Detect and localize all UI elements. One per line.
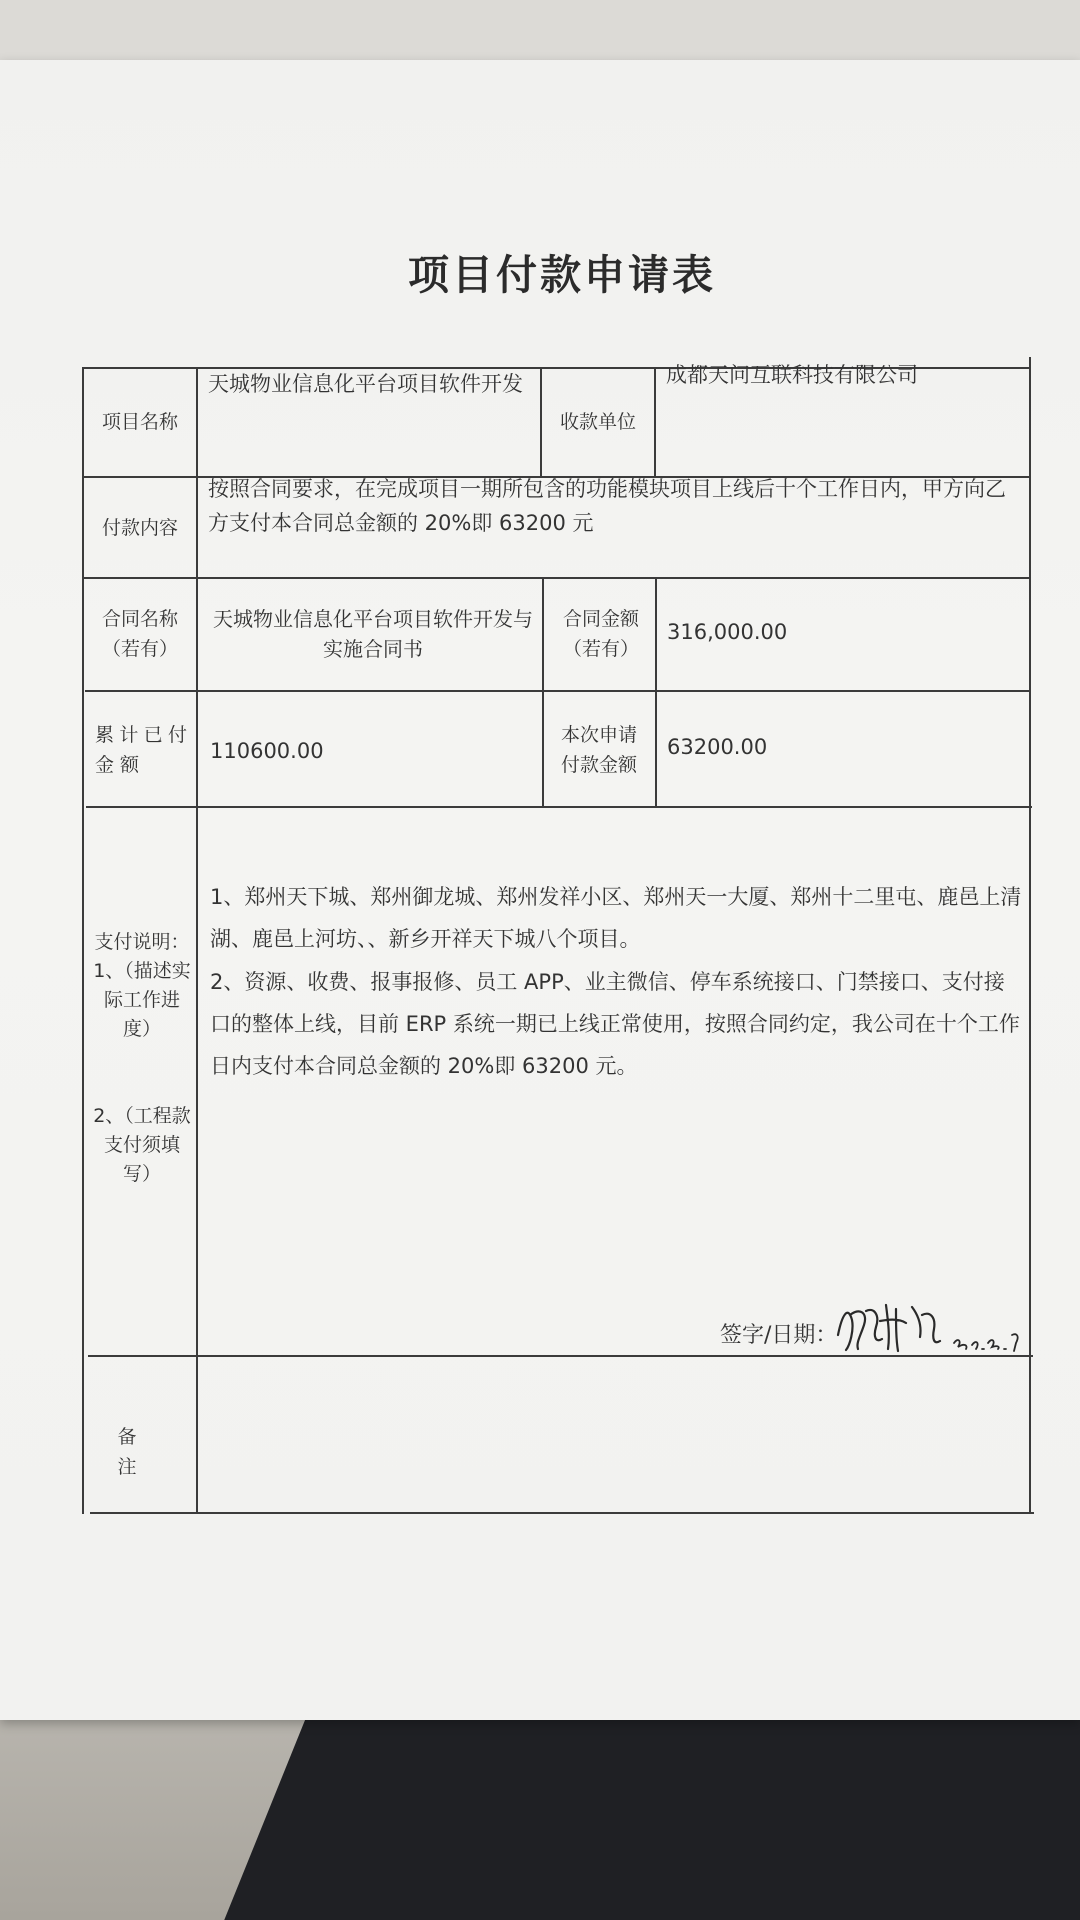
payment-note-item-2: 2、资源、收费、报事报修、员工 APP、业主微信、停车系统接口、门禁接口、支付接口的整体上线，目前 ERP 系统一期已上线正常使用，按照合同约定，我公司在十个工作日内支付本合同总金额的 20%即 63200 元。 xyxy=(210,970,1020,1078)
paid-total-value: 110600.00 xyxy=(210,739,324,763)
table-border xyxy=(655,577,657,807)
payee-label: 收款单位 xyxy=(559,411,636,433)
project-name-label: 项目名称 xyxy=(101,411,178,433)
contract-amount-label: 合同金额（若有） xyxy=(562,608,639,660)
payment-content-label: 付款内容 xyxy=(101,517,178,539)
table-border xyxy=(542,577,544,807)
table-border xyxy=(90,1512,1034,1514)
table-border xyxy=(86,806,1032,808)
payment-note-label-line: 1、（描述实际工作进度） xyxy=(93,960,191,1040)
payment-note-label-line: 支付说明： xyxy=(94,931,190,953)
payment-note-label-line: 2、（工程款支付须填写） xyxy=(93,1105,191,1185)
table-border xyxy=(540,367,542,477)
table-border xyxy=(85,690,1031,692)
contract-amount-value: 316,000.00 xyxy=(667,620,788,644)
signature-date-label: 签字/日期： xyxy=(720,1323,838,1348)
table-border xyxy=(84,577,1030,579)
request-amount-label: 本次申请付款金额 xyxy=(560,724,637,776)
table-border xyxy=(196,367,198,1514)
form-title: 项目付款申请表 xyxy=(408,251,716,299)
table-border xyxy=(654,367,656,477)
table-border xyxy=(82,367,84,1514)
payment-note-item-1: 1、郑州天下城、郑州御龙城、郑州发祥小区、郑州天一大厦、郑州十二里屯、鹿邑上清湖、鹿邑上河坊、、新乡开祥天下城八个项目。 xyxy=(210,885,1022,951)
project-name-value: 天城物业信息化平台项目软件开发 xyxy=(208,372,523,396)
contract-name-value: 天城物业信息化平台项目软件开发与实施合同书 xyxy=(213,607,533,661)
request-amount-value: 63200.00 xyxy=(667,735,768,759)
payment-note-label xyxy=(92,928,192,1189)
handwritten-signature xyxy=(830,1285,1040,1360)
payee-value: 成都天问互联科技有限公司 xyxy=(666,363,918,387)
paid-total-label: 累计已付金 额 xyxy=(95,724,187,776)
contract-name-label: 合同名称（若有） xyxy=(101,608,178,660)
payment-content-value: 按照合同要求，在完成项目一期所包含的功能模块项目上线后十个工作日内，甲方向乙方支付本合同总金额的 20%即 63200 元 xyxy=(208,477,1006,535)
remarks-label: 备 注 xyxy=(117,1426,165,1478)
